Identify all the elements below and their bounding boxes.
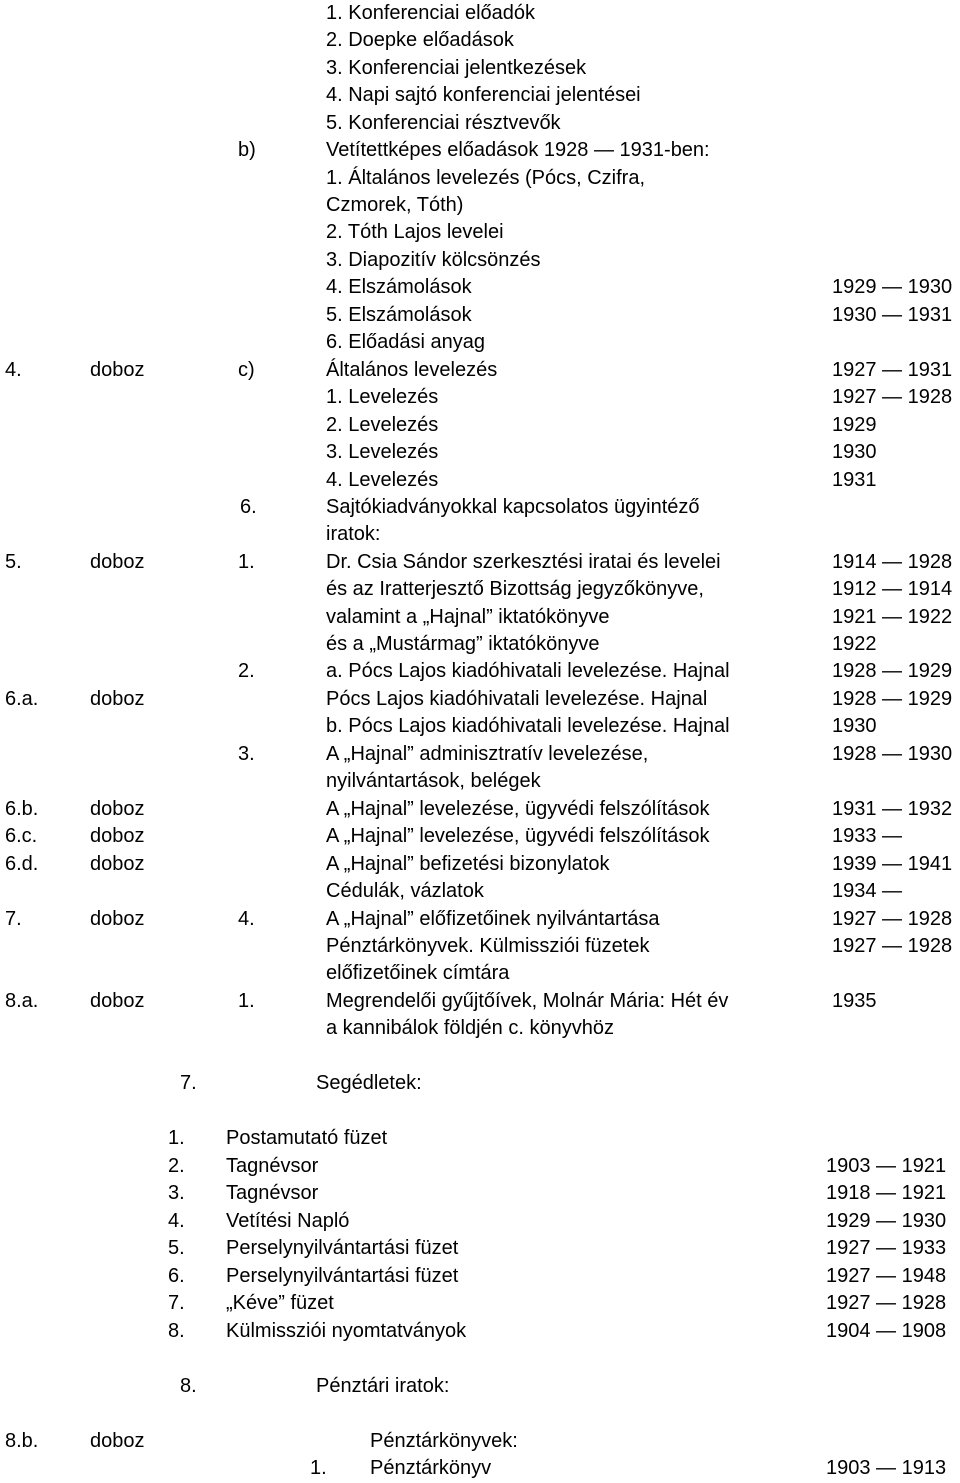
list-number: 5. — [168, 1237, 185, 1259]
date-range: 1921 — 1922 — [832, 606, 953, 628]
date-range: 1939 — 1941 — [832, 853, 953, 875]
list-item: Pénztárkönyv — [370, 1457, 492, 1479]
date-range: 1931 — 1932 — [832, 798, 953, 820]
section-number: 8. — [180, 1375, 197, 1397]
item-description: A „Hajnal” levelezése, ügyvédi felszólítások — [326, 825, 710, 847]
item-description: A „Hajnal” befizetési bizonylatok — [326, 853, 610, 875]
list-number: 1. — [310, 1457, 327, 1479]
item-description: 2. Levelezés — [326, 414, 439, 436]
item-description: valamint a „Hajnal” iktatókönyve — [326, 606, 610, 628]
list-number: 3. — [168, 1182, 185, 1204]
item-description: 4. Levelezés — [326, 469, 439, 491]
item-description: 1. Konferenciai előadók — [326, 2, 536, 24]
box-label: doboz — [90, 990, 145, 1012]
date-range: 1930 — [832, 441, 877, 463]
list-item: Tagnévsor — [226, 1182, 319, 1204]
list-item: Postamutató füzet — [226, 1127, 388, 1149]
date-range: 1922 — [832, 633, 877, 655]
list-item: Vetítési Napló — [226, 1210, 350, 1232]
item-description: Czmorek, Tóth) — [326, 194, 464, 216]
date-range: 1928 — 1929 — [832, 688, 953, 710]
date-range: 1930 — 1931 — [832, 304, 953, 326]
box-label: doboz — [90, 688, 145, 710]
date-range: 1933 — — [832, 825, 903, 847]
box-label: doboz — [90, 551, 145, 573]
list-number: 7. — [168, 1292, 185, 1314]
group-number: 2. — [238, 660, 255, 682]
item-description: 2. Doepke előadások — [326, 29, 514, 51]
item-description: 2. Tóth Lajos levelei — [326, 221, 504, 243]
item-description: Sajtókiadványokkal kapcsolatos ügyintéző — [326, 496, 700, 518]
box-number: 4. — [5, 359, 22, 381]
item-description: A „Hajnal” levelezése, ügyvédi felszólítások — [326, 798, 710, 820]
box-number: 5. — [5, 551, 22, 573]
item-description: és a „Mustármag” iktatókönyve — [326, 633, 600, 655]
date-range: 1927 — 1928 — [832, 908, 953, 930]
list-item: Perselynyilvántartási füzet — [226, 1237, 459, 1259]
date-range: 1927 — 1931 — [832, 359, 953, 381]
group-number: 6. — [240, 496, 257, 518]
box-number: 6.c. — [5, 825, 38, 847]
item-description: A „Hajnal” adminisztratív levelezése, — [326, 743, 649, 765]
date-range: 1934 — — [832, 880, 903, 902]
item-description: a. Pócs Lajos kiadóhivatali levelezése. Hajnal — [326, 660, 730, 682]
date-range: 1927 — 1928 — [832, 386, 953, 408]
date-range: 1930 — [832, 715, 877, 737]
date-range: 1912 — 1914 — [832, 578, 953, 600]
list-item: Külmissziói nyomtatványok — [226, 1320, 467, 1342]
group-number: 1. — [238, 551, 255, 573]
item-description: 4. Elszámolások — [326, 276, 472, 298]
box-number: 7. — [5, 908, 22, 930]
list-number: 4. — [168, 1210, 185, 1232]
list-item: „Kéve” füzet — [226, 1292, 334, 1314]
list-number: 2. — [168, 1155, 185, 1177]
item-description: Cédulák, vázlatok — [326, 880, 484, 902]
item-description: Megrendelői gyűjtőívek, Molnár Mária: Hét év — [326, 990, 729, 1012]
date-range: 1903 — 1913 — [826, 1457, 947, 1479]
item-description: Vetítettképes előadások 1928 — 1931-ben: — [326, 139, 710, 161]
box-number: 6.d. — [5, 853, 39, 875]
item-description: b. Pócs Lajos kiadóhivatali levelezése. Hajnal — [326, 715, 730, 737]
box-number: 8.b. — [5, 1430, 39, 1452]
item-description: Általános levelezés — [326, 359, 498, 381]
date-range: 1927 — 1928 — [832, 935, 953, 957]
list-number: 8. — [168, 1320, 185, 1342]
section-title: Pénztári iratok: — [316, 1375, 450, 1397]
date-range: 1903 — 1921 — [826, 1155, 947, 1177]
list-number: 6. — [168, 1265, 185, 1287]
date-range: 1929 — 1930 — [826, 1210, 947, 1232]
box-number: 6.b. — [5, 798, 39, 820]
section-number: 7. — [180, 1072, 197, 1094]
list-item: Pénztárkönyvek: — [370, 1430, 518, 1452]
date-range: 1928 — 1929 — [832, 660, 953, 682]
item-description: 5. Konferenciai résztvevők — [326, 112, 561, 134]
item-description: 1. Levelezés — [326, 386, 439, 408]
group-number: 1. — [238, 990, 255, 1012]
box-label: doboz — [90, 359, 145, 381]
date-range: 1927 — 1933 — [826, 1237, 947, 1259]
section-title: Segédletek: — [316, 1072, 422, 1094]
box-label: doboz — [90, 825, 145, 847]
item-description: 3. Levelezés — [326, 441, 439, 463]
item-description: 5. Elszámolások — [326, 304, 472, 326]
group-number: 4. — [238, 908, 255, 930]
item-description: 3. Konferenciai jelentkezések — [326, 57, 587, 79]
item-description: A „Hajnal” előfizetőinek nyilvántartása — [326, 908, 660, 930]
list-item: Perselynyilvántartási füzet — [226, 1265, 459, 1287]
item-description: iratok: — [326, 523, 381, 545]
box-number: 6.a. — [5, 688, 39, 710]
date-range: 1931 — [832, 469, 877, 491]
date-range: 1927 — 1928 — [826, 1292, 947, 1314]
item-description: Pócs Lajos kiadóhivatali levelezése. Hajnal — [326, 688, 708, 710]
item-description: Dr. Csia Sándor szerkesztési iratai és levelei — [326, 551, 721, 573]
item-description: 1. Általános levelezés (Pócs, Czifra, — [326, 167, 646, 189]
date-range: 1929 — 1930 — [832, 276, 953, 298]
box-label: doboz — [90, 1430, 145, 1452]
item-description: előfizetőinek címtára — [326, 962, 510, 984]
item-description: 6. Előadási anyag — [326, 331, 486, 353]
date-range: 1929 — [832, 414, 877, 436]
item-description: 4. Napi sajtó konferenciai jelentései — [326, 84, 641, 106]
item-description: Pénztárkönyvek. Külmissziói füzetek — [326, 935, 650, 957]
group-number: c) — [238, 359, 255, 381]
date-range: 1918 — 1921 — [826, 1182, 947, 1204]
list-number: 1. — [168, 1127, 185, 1149]
box-label: doboz — [90, 798, 145, 820]
box-label: doboz — [90, 908, 145, 930]
group-number: b) — [238, 139, 256, 161]
date-range: 1904 — 1908 — [826, 1320, 947, 1342]
list-item: Tagnévsor — [226, 1155, 319, 1177]
date-range: 1927 — 1948 — [826, 1265, 947, 1287]
box-number: 8.a. — [5, 990, 39, 1012]
item-description: és az Iratterjesztő Bizottság jegyzőkönyve, — [326, 578, 704, 600]
date-range: 1914 — 1928 — [832, 551, 953, 573]
date-range: 1935 — [832, 990, 877, 1012]
group-number: 3. — [238, 743, 255, 765]
item-description: a kannibálok földjén c. könyvhöz — [326, 1017, 614, 1039]
box-label: doboz — [90, 853, 145, 875]
date-range: 1928 — 1930 — [832, 743, 953, 765]
item-description: nyilvántartások, belégek — [326, 770, 541, 792]
item-description: 3. Diapozitív kölcsönzés — [326, 249, 541, 271]
